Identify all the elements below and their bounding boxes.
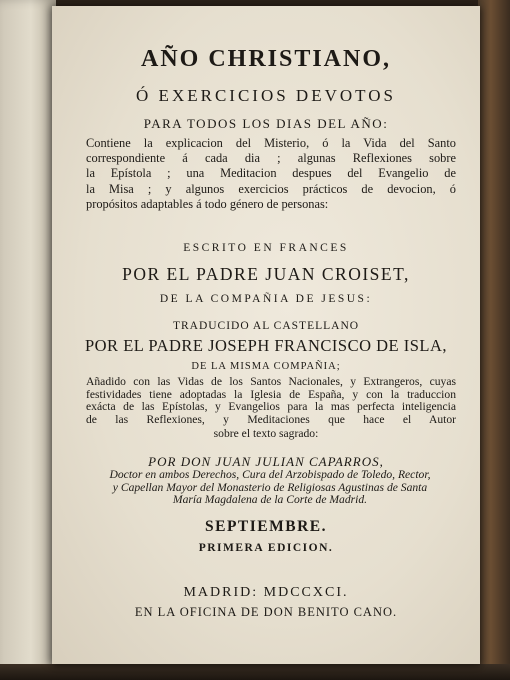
contents-line: la Misa ; y algunos exercicios prácticos de devocion, ó: [86, 181, 456, 196]
additions-line: de las Reflexiones, y Meditaciones que hace el Autor: [86, 412, 456, 426]
author-order: DE LA COMPAÑIA DE JESUS:: [159, 293, 373, 305]
translator-name: POR EL PADRE JOSEPH FRANCISCO DE ISLA,: [84, 336, 448, 355]
editor-credentials-line: y Capellan Mayor del Monasterio de Religiosas Agustinas de Santa: [112, 480, 428, 494]
author-name: POR EL PADRE JUAN CROISET,: [122, 264, 410, 284]
contents-line: la Epístola ; una Meditacion despues del Evangelio de: [86, 166, 456, 181]
additions-description: [86, 376, 456, 426]
additions-line: Añadido con las Vidas de los Santos Nacionales, y Extrangeros, cuyas: [86, 375, 456, 388]
contents-line: correspondiente á cada dia ; algunas Reflexiones sobre: [86, 151, 456, 166]
facing-page-edge: [0, 0, 56, 680]
book-binding-edge: [478, 0, 510, 680]
editor-credentials-line: Doctor en ambos Derechos, Cura del Arzobispado de Toledo, Rector,: [109, 468, 431, 481]
written-in-label: ESCRITO EN FRANCES: [183, 242, 349, 254]
imprint-printer: EN LA OFICINA DE DON BENITO CANO.: [134, 605, 398, 619]
contents-description: [86, 136, 456, 212]
editor-credentials: [82, 469, 458, 507]
editor-name: POR DON JUAN JULIAN CAPARROS,: [148, 454, 384, 469]
additions-line: festividades tiene adoptadas la Iglesia de España, y con la traduccion: [86, 387, 456, 401]
imprint-city-year: MADRID: MDCCXCI.: [183, 585, 349, 600]
volume-month: SEPTIEMBRE.: [204, 518, 327, 535]
book-subtitle-2: PARA TODOS LOS DIAS DEL AÑO:: [143, 116, 389, 131]
book-subtitle: Ó EXERCICIOS DEVOTOS: [136, 86, 396, 105]
contents-line: Contiene la explicacion del Misterio, ó la Vida del Santo: [86, 136, 456, 150]
editor-credentials-line: María Magdalena de la Corte de Madrid.: [172, 493, 368, 507]
table-surface: [0, 664, 510, 680]
book-title: AÑO CHRISTIANO,: [140, 46, 392, 72]
translated-label: TRADUCIDO AL CASTELLANO: [172, 320, 360, 332]
translator-order: DE LA MISMA COMPAÑIA;: [191, 361, 341, 372]
contents-line: propósitos adaptables á todo género de personas:: [86, 196, 329, 211]
additions-last-line: sobre el texto sagrado:: [213, 427, 319, 440]
edition-label: PRIMERA EDICION.: [198, 542, 334, 554]
additions-line: exácta de las Epístolas, y Evangelios para la mas perfecta inteligencia: [86, 400, 456, 414]
title-page: [52, 6, 480, 664]
